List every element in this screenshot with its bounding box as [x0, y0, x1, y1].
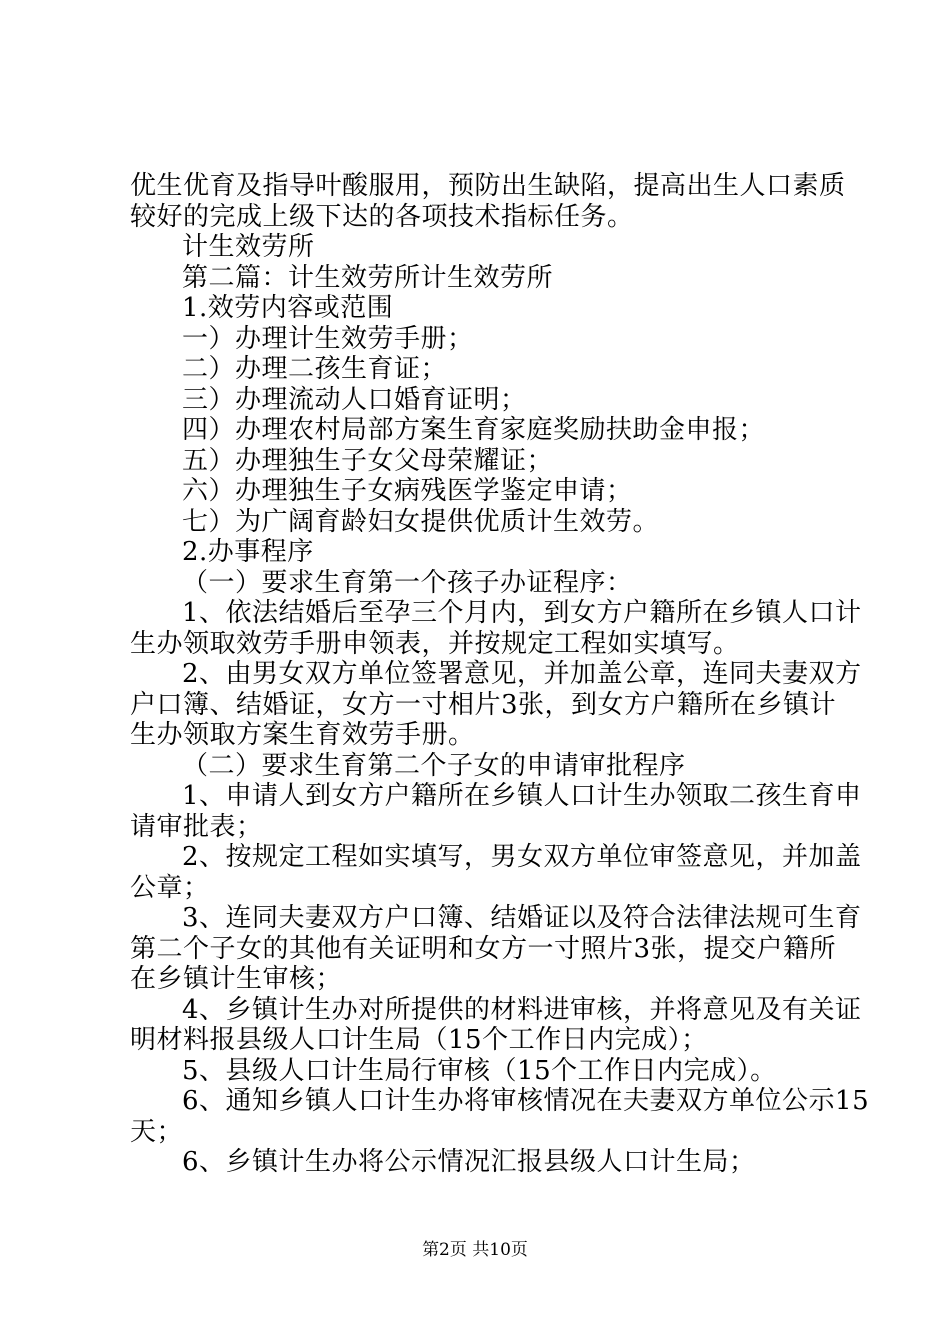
text-line: 1、申请人到女方户籍所在乡镇人口计生办领取二孩生育申: [182, 781, 862, 811]
text-line: 五）办理独生子女父母荣耀证；: [182, 445, 554, 476]
text-line: 2、按规定工程如实填写，男女双方单位审签意见，并加盖: [182, 842, 862, 872]
text-line: （二）要求生育第二个子女的申请审批程序: [182, 750, 686, 781]
text-line: 3、连同夫妻双方户口簿、结婚证以及符合法律法规可生育: [182, 903, 862, 933]
text-line: 请审批表；: [130, 811, 263, 842]
text-line: 二）办理二孩生育证；: [182, 354, 448, 384]
text-line: 计生效劳所: [182, 232, 315, 262]
text-line: 2、由男女双方单位签署意见，并加盖公章，连同夫妻双方: [182, 659, 862, 689]
text-line: 2.办事程序: [182, 537, 314, 567]
text-line: 户口簿、结婚证，女方一寸相片3张，到女方户籍所在乡镇计: [130, 689, 837, 720]
page-footer: [0, 1240, 950, 1260]
text-line: 4、乡镇计生办对所提供的材料进审核，并将意见及有关证: [182, 994, 862, 1025]
text-line: 1.效劳内容或范围: [182, 293, 394, 323]
page-number: 第2页: [422, 1240, 467, 1260]
text-line: 公章；: [130, 872, 210, 903]
text-line: 较好的完成上级下达的各项技术指标任务。: [130, 201, 634, 232]
document-body: [130, 171, 870, 1178]
text-line: 6、乡镇计生办将公示情况汇报县级人口计生局；: [182, 1147, 756, 1177]
text-line: 在乡镇计生审核；: [130, 964, 343, 994]
text-line: 6、通知乡镇人口计生办将审核情况在夫妻双方单位公示15: [182, 1086, 870, 1116]
text-line: 第二篇：计生效劳所计生效劳所: [182, 262, 554, 293]
text-line: 生办领取效劳手册申领表，并按规定工程如实填写。: [130, 628, 740, 659]
text-line: 明材料报县级人口计生局（15个工作日内完成）；: [130, 1025, 708, 1055]
text-line: 5、县级人口计生局行审核（15个工作日内完成）。: [182, 1055, 777, 1086]
text-line: 优生优育及指导叶酸服用，预防出生缺陷，提高出生人口素质: [130, 171, 846, 201]
text-line: 六）办理独生子女病残医学鉴定申请；: [182, 476, 633, 506]
text-line: 一）办理计生效劳手册；: [182, 323, 474, 354]
text-line: 天；: [130, 1116, 184, 1147]
text-line: 七）为广阔育龄妇女提供优质计生效劳。: [182, 506, 660, 537]
text-line: 四）办理农村局部方案生育家庭奖励扶助金申报；: [182, 415, 766, 445]
text-line: （一）要求生育第一个孩子办证程序：: [182, 567, 633, 598]
text-line: 三）办理流动人口婚育证明；: [182, 384, 527, 415]
text-line: 生办领取方案生育效劳手册。: [130, 720, 475, 750]
page-total: 共10页: [472, 1240, 528, 1260]
text-line: 1、依法结婚后至孕三个月内，到女方户籍所在乡镇人口计: [182, 598, 862, 628]
text-line: 第二个子女的其他有关证明和女方一寸照片3张，提交户籍所: [130, 933, 837, 964]
